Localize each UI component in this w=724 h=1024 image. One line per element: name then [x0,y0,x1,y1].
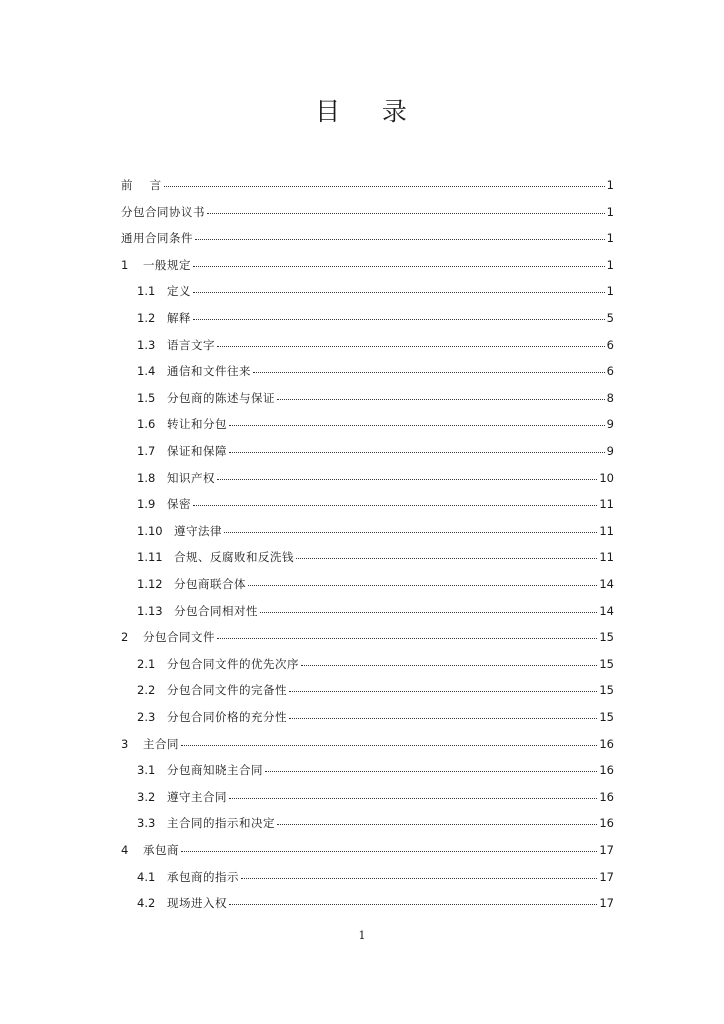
toc-entry[interactable] [137,815,614,831]
dot-leader [217,478,597,480]
toc-entry[interactable] [121,177,614,193]
toc-entry[interactable] [137,576,614,592]
toc-entry-title: 主合同的指示和决定 [167,816,275,831]
toc-entry-title: 分包商的陈述与保证 [167,390,275,405]
toc-entry[interactable] [137,470,614,486]
toc-entry-page: 14 [599,603,614,618]
toc-entry-page: 1 [606,204,614,219]
toc-entry[interactable] [137,310,614,326]
toc-entry-title: 保证和保障 [167,444,227,458]
toc-entry-number: 1.5 [137,390,156,405]
dot-leader [241,877,597,879]
toc-entry-number: 1.9 [137,497,156,512]
toc-entry-page: 9 [606,444,614,458]
toc-entry-page: 16 [599,789,614,804]
toc-entry-page: 1 [606,257,614,272]
toc-entry-number: 2.2 [137,683,156,698]
toc-entry[interactable] [121,230,614,246]
toc-entry-number: 3.3 [137,816,156,831]
toc-entry-title: 分包商知晓主合同 [167,763,263,778]
toc-entry-title: 遵守法律 [174,523,222,538]
dot-leader [229,424,605,426]
dot-leader [193,504,597,506]
toc-entry-title: 前 言 [121,178,162,192]
dot-leader [193,291,605,293]
dot-leader [195,238,605,240]
toc-entry-number: 1.4 [137,364,156,379]
page-number: 1 [358,929,366,942]
toc-entry-page: 10 [599,470,614,485]
toc-entry-number: 1.6 [137,417,156,432]
dot-leader [277,398,605,400]
toc-entry[interactable] [137,523,614,539]
toc-entry-page: 9 [606,417,614,432]
toc-entry-page: 17 [599,896,614,911]
toc-entry-page: 16 [599,763,614,778]
toc-entry-page: 8 [606,390,614,405]
toc-entry[interactable] [137,895,614,911]
dot-leader [253,371,605,373]
dot-leader [260,611,597,613]
toc-entry-page: 15 [599,630,614,645]
toc-entry-page: 17 [599,843,614,857]
toc-entry-page: 17 [599,869,614,884]
toc-entry[interactable] [137,443,614,459]
toc-entry-title: 定义 [167,284,191,299]
dot-leader [289,690,597,692]
toc-entry-number: 1.1 [137,284,156,299]
toc-entry-number: 1.3 [137,337,156,352]
toc-entry[interactable] [137,656,614,672]
toc-entry-title: 通信和文件往来 [167,364,251,379]
toc-entry[interactable] [137,496,614,512]
toc-entry[interactable] [121,257,614,273]
toc-entry-page: 1 [606,284,614,299]
toc-entry[interactable] [137,416,614,432]
toc-entry-title: 转让和分包 [167,417,227,432]
toc-entry-page: 6 [606,337,614,352]
toc-entry[interactable] [137,869,614,885]
dot-leader [296,557,597,559]
toc-entry-number: 1.12 [137,577,163,591]
toc-entry-title: 知识产权 [167,470,215,485]
toc-entry-number: 4.2 [137,896,156,911]
dot-leader [193,265,605,267]
toc-entry[interactable] [137,603,614,619]
dot-leader [217,345,605,347]
toc-entry-number: 1.10 [137,523,163,538]
toc-entry-page: 14 [599,577,614,591]
dot-leader [164,185,605,187]
dot-leader [181,744,597,746]
dot-leader [301,664,597,666]
toc-entry-title: 承包商的指示 [167,869,239,884]
toc-entry-number: 1.11 [137,550,163,565]
toc-entry[interactable] [121,842,614,858]
toc-entry-title: 遵守主合同 [167,789,227,804]
toc-entry[interactable] [137,363,614,379]
toc-entry-number: 1.13 [137,603,163,618]
toc-entry-title: 承包商 [143,843,179,857]
dot-leader [229,797,597,799]
toc-entry-title: 分包合同文件 [143,630,215,645]
toc-entry-page: 11 [599,550,614,565]
toc-entry-title: 分包合同协议书 [121,204,205,219]
toc-entry[interactable] [137,337,614,353]
toc-entry-number: 2.3 [137,710,156,724]
toc-entry-title: 合规、反腐败和反洗钱 [174,550,294,565]
dot-leader [229,903,597,905]
toc-entry[interactable] [137,682,614,698]
toc-entry-title: 分包合同相对性 [174,603,258,618]
toc-entry-number: 1.7 [137,444,156,458]
toc-entry-title: 分包商联合体 [174,577,246,591]
toc-entry-number: 3.1 [137,763,156,778]
toc-entry-number: 2.1 [137,656,156,671]
toc-entry[interactable] [137,549,614,565]
toc-entry[interactable] [121,629,614,645]
toc-entry-title: 分包合同文件的完备性 [167,683,287,698]
toc-entry-number: 1.2 [137,311,156,325]
toc-entry[interactable] [137,709,614,725]
dot-leader [277,823,597,825]
toc-entry-number: 4.1 [137,869,156,884]
toc-entry[interactable] [137,283,614,299]
dot-leader [289,717,597,719]
dot-leader [229,451,605,453]
dot-leader [217,637,597,639]
toc-entry[interactable] [137,390,614,406]
toc-entry[interactable] [121,204,614,220]
toc-entry-page: 1 [606,231,614,246]
toc-entry[interactable] [137,789,614,805]
toc-entry-page: 1 [606,178,614,192]
toc-entry-page: 15 [599,656,614,671]
toc-entry-number: 3 [121,736,129,751]
toc-entry-title: 语言文字 [167,337,215,352]
toc-entry[interactable] [121,736,614,752]
toc-entry-number: 3.2 [137,789,156,804]
dot-leader [181,850,597,852]
toc-entry-page: 16 [599,816,614,831]
toc-entry-number: 1 [121,257,129,272]
toc-entry-number: 4 [121,843,129,857]
dot-leader [207,212,605,214]
toc-entry-page: 15 [599,683,614,698]
dot-leader [224,531,597,533]
toc-entry-title: 一般规定 [143,257,191,272]
toc-entry[interactable] [137,762,614,778]
toc-entry-page: 5 [606,311,614,325]
toc-entry-page: 15 [599,710,614,724]
toc-entry-title: 分包合同价格的充分性 [167,710,287,724]
toc-entry-page: 11 [599,497,614,512]
toc-entry-page: 6 [606,364,614,379]
toc-entry-title: 解释 [167,311,191,325]
toc-entry-title: 主合同 [143,736,179,751]
toc-entry-page: 16 [599,736,614,751]
dot-leader [193,318,605,320]
toc-entry-number: 2 [121,630,129,645]
dot-leader [265,770,597,772]
toc-entry-title: 现场进入权 [167,896,227,911]
toc-entry-title: 分包合同文件的优先次序 [167,656,299,671]
toc-entry-number: 1.8 [137,470,156,485]
toc-entry-title: 通用合同条件 [121,231,193,246]
page-title: 目 录 [315,97,409,126]
toc-entry-page: 11 [599,523,614,538]
toc-entry-title: 保密 [167,497,191,512]
dot-leader [248,584,597,586]
